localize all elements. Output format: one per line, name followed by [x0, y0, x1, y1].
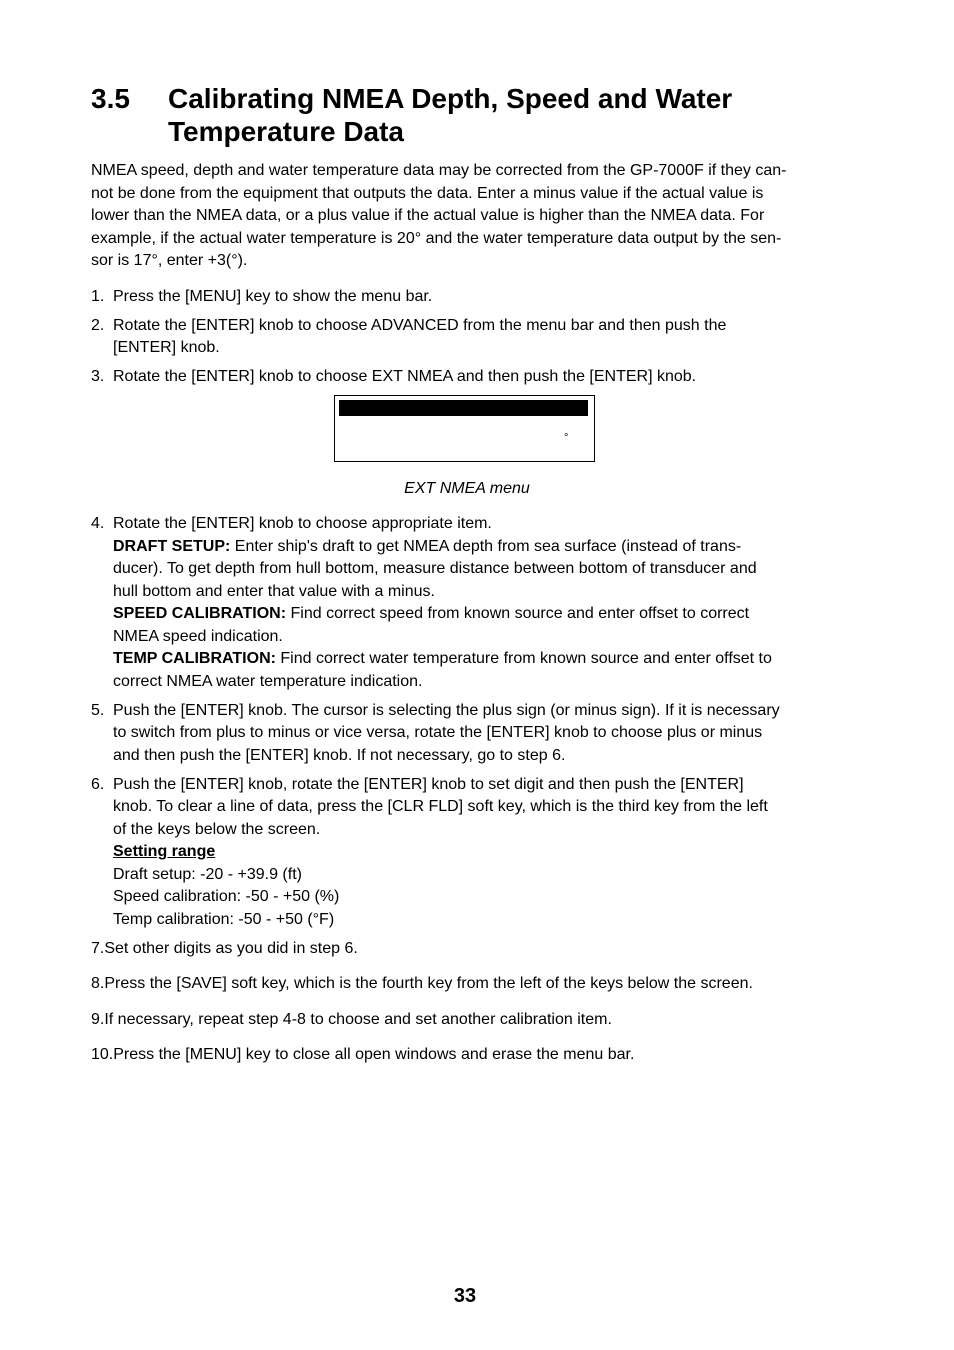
page-number: 33: [453, 1285, 477, 1307]
step-line: Press the [MENU] key to show the menu bar.: [113, 287, 433, 305]
setting-range-item: Draft setup: -20 - +39.9 (ft): [113, 865, 302, 883]
setting-range-item: Temp calibration: -50 - +50 (°F): [113, 910, 335, 928]
step-number: 4.: [91, 515, 105, 532]
intro-line: NMEA speed, depth and water temperature data may be corrected from the GP-7000F if they can-: [91, 162, 787, 179]
page-content: [91, 82, 843, 1080]
intro-line: not be done from the equipment that outputs the data. Enter a minus value if the actual value is: [91, 184, 764, 202]
figure-caption: EXT NMEA menu: [404, 480, 530, 497]
section-title: [168, 82, 843, 148]
step-line: to switch from plus to minus or vice versa, rotate the [ENTER] knob to choose plus or minus: [113, 724, 763, 741]
ext-nmea-menu-screenshot: [334, 395, 595, 462]
step-line: of the keys below the screen.: [113, 820, 321, 838]
section-title-line: Temperature Data: [168, 116, 405, 147]
steps-list-1: [91, 286, 843, 389]
degree-symbol: °: [564, 432, 569, 444]
step-line: correct NMEA water temperature indication.: [113, 672, 423, 690]
step-line: and then push the [ENTER] knob. If not necessary, go to step 6.: [113, 746, 566, 764]
step-line: knob. To clear a line of data, press the [CLR FLD] soft key, which is the third key from the left: [113, 798, 768, 815]
step-number: 5.: [91, 701, 105, 719]
intro-line: lower than the NMEA data, or a plus value if the actual value is higher than the NMEA data. For: [91, 207, 765, 224]
step-item: [91, 315, 843, 360]
intro-paragraph: [91, 160, 843, 273]
step-text: [113, 700, 843, 768]
step-line: Push the [ENTER] knob, rotate the [ENTER] knob to set digit and then push the [ENTER]: [113, 775, 744, 793]
step-line: hull bottom and enter that value with a minus.: [113, 582, 435, 600]
step-line: NMEA speed indication.: [113, 627, 283, 645]
temp-calibration-line: [113, 648, 843, 671]
menu-title-bar: [339, 400, 588, 416]
step-9: 9.If necessary, repeat step 4-8 to choose and set another calibration item.: [91, 1010, 612, 1028]
step-line: Rotate the [ENTER] knob to choose EXT NMEA and then push the [ENTER] knob.: [113, 368, 697, 385]
step-line: [ENTER] knob.: [113, 339, 220, 356]
step-item: [91, 366, 843, 389]
step-text: [113, 513, 843, 693]
steps-list-2: [91, 513, 843, 931]
speed-calibration-text: Find correct speed from known source and enter offset to correct: [286, 605, 750, 622]
step-line: Rotate the [ENTER] knob to choose appropriate item.: [113, 515, 492, 532]
step-line: Rotate the [ENTER] knob to choose ADVANCED from the menu bar and then push the: [113, 316, 727, 334]
step-10: 10.Press the [MENU] key to close all open windows and erase the menu bar.: [91, 1046, 635, 1063]
step-7: 7.Set other digits as you did in step 6.: [91, 939, 358, 957]
step-text: [113, 315, 843, 360]
draft-setup-text: Enter ship's draft to get NMEA depth from sea surface (instead of trans-: [230, 537, 742, 555]
draft-setup-line: [113, 536, 843, 559]
step-number: 1.: [91, 287, 105, 305]
step-item: [91, 286, 843, 309]
step-text: [113, 774, 843, 932]
step-line: ducer). To get depth from hull bottom, measure distance between bottom of transducer and: [113, 560, 757, 577]
step-8: 8.Press the [SAVE] soft key, which is the fourth key from the left of the keys below the screen.: [91, 975, 753, 992]
step-item: [91, 700, 843, 768]
step-number: 6.: [91, 775, 105, 793]
setting-range-title: Setting range: [113, 843, 216, 860]
speed-calibration-label: SPEED CALIBRATION:: [113, 605, 287, 622]
step-number: 2.: [91, 316, 105, 334]
intro-line: example, if the actual water temperature is 20° and the water temperature data output by the sen-: [91, 229, 782, 247]
step-text: [113, 286, 843, 309]
speed-calibration-line: [113, 603, 843, 626]
step-number: 3.: [91, 368, 105, 385]
step-item: [91, 774, 843, 932]
intro-line: sor is 17°, enter +3(°).: [91, 252, 248, 269]
section-title-line: Calibrating NMEA Depth, Speed and Water: [168, 83, 733, 114]
step-item: [91, 513, 843, 693]
setting-range-item: Speed calibration: -50 - +50 (%): [113, 888, 340, 905]
step-text: [113, 366, 843, 389]
temp-calibration-text: Find correct water temperature from known source and enter offset to: [275, 650, 772, 667]
temp-calibration-label: TEMP CALIBRATION:: [113, 650, 276, 667]
section-number: 3.5: [91, 83, 130, 114]
section-heading: [91, 82, 843, 148]
draft-setup-label: DRAFT SETUP:: [113, 537, 231, 555]
ext-nmea-figure: [91, 395, 843, 499]
step-line: Push the [ENTER] knob. The cursor is selecting the plus sign (or minus sign). If it is necessary: [113, 701, 780, 719]
